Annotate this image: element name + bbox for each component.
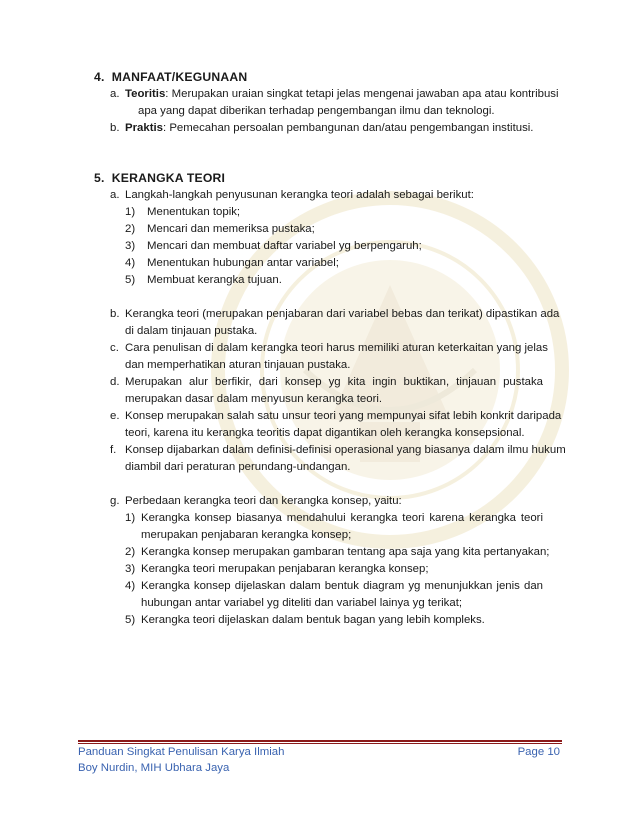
footer-rule xyxy=(78,740,562,742)
step-2-text: Mencari dan memeriksa pustaka; xyxy=(147,223,315,235)
g-sub-2-text: Kerangka konsep merupakan gambaran tentang apa saja yang kita pertanyakan; xyxy=(141,546,550,558)
s5-item-g-text: Perbedaan kerangka teori dan kerangka konsep, yaitu: xyxy=(125,495,402,507)
s4-item-a-line1 xyxy=(125,86,559,103)
s5-item-b-line1: Kerangka teori (merupakan penjabaran dari variabel bebas dan terikat) dipastikan ada xyxy=(125,308,560,320)
s4-item-b-text: : Pemecahan persoalan pembangunan dan/atau pengembangan institusi. xyxy=(163,122,534,134)
s5-item-d-line2: merupakan dasar dalam menyusun kerangka teori. xyxy=(125,393,383,405)
g-sub-4-line1: Kerangka konsep dijelaskan dalam bentuk diagram yg menunjukkan jenis dan xyxy=(141,580,543,592)
footer-page-number: Page 10 xyxy=(517,746,560,758)
step-4-text: Menentukan hubungan antar variabel; xyxy=(147,257,339,269)
s4-item-b-line xyxy=(125,120,533,137)
s5-item-e-marker: e. xyxy=(110,410,120,422)
step-3-text: Mencari dan membuat daftar variabel yg berpengaruh; xyxy=(147,240,422,252)
s5-item-e-line2: teori, karena itu kerangka teoritis dapat digantikan oleh kerangka konsepsional. xyxy=(125,427,525,439)
s5-item-a-text: Langkah-langkah penyusunan kerangka teori adalah sebagai berikut: xyxy=(125,189,474,201)
s5-item-b-line2: di dalam tinjauan pustaka. xyxy=(125,325,258,337)
s5-item-c-marker: c. xyxy=(110,342,119,354)
s5-item-g-marker: g. xyxy=(110,495,120,507)
step-4-number: 4) xyxy=(125,257,136,269)
g-sub-1-line1: Kerangka konsep biasanya mendahului kerangka teori karena kerangka teori xyxy=(141,512,543,524)
g-sub-3-number: 3) xyxy=(125,563,136,575)
s4-item-a-line2: apa yang dapat diberikan terhadap pengembangan ilmu dan teknologi. xyxy=(138,105,495,117)
step-2-number: 2) xyxy=(125,223,136,235)
s5-item-b-marker: b. xyxy=(110,308,120,320)
g-sub-1-number: 1) xyxy=(125,512,136,524)
footer-document-title: Panduan Singkat Penulisan Karya Ilmiah xyxy=(78,746,285,758)
s5-item-e-line1: Konsep merupakan salah satu unsur teori yang mempunyai sifat lebih konkrit daripada xyxy=(125,410,562,422)
g-sub-4-number: 4) xyxy=(125,580,136,592)
g-sub-4-line2: hubungan antar variabel yg diteliti dan variabel lainya yg terikat; xyxy=(141,597,463,609)
s4-item-a-marker: a. xyxy=(110,88,120,100)
s5-item-a-marker: a. xyxy=(110,189,120,201)
s5-item-c-line2: dan memperhatikan aturan tinjauan pustaka. xyxy=(125,359,351,371)
s5-item-f-marker: f. xyxy=(110,444,117,456)
section-5-title: 5. KERANGKA TEORI xyxy=(94,171,226,185)
s4-item-b-marker: b. xyxy=(110,122,120,134)
step-5-text: Membuat kerangka tujuan. xyxy=(147,274,282,286)
step-1-number: 1) xyxy=(125,206,136,218)
g-sub-1-line2: merupakan penjabaran kerangka konsep; xyxy=(141,529,352,541)
g-sub-5-text: Kerangka teori dijelaskan dalam bentuk bagan yang lebih kompleks. xyxy=(141,614,485,626)
g-sub-3-text: Kerangka teori merupakan penjabaran kerangka konsep; xyxy=(141,563,429,575)
section-4-title: 4. MANFAAT/KEGUNAAN xyxy=(94,70,248,84)
s5-item-d-line1: Merupakan alur berfikir, dari konsep yg kita ingin buktikan, tinjauan pustaka xyxy=(125,376,543,388)
s4-item-b-term: Praktis xyxy=(125,122,163,134)
s4-item-a-term: Teoritis xyxy=(125,88,166,100)
g-sub-2-number: 2) xyxy=(125,546,136,558)
footer-author: Boy Nurdin, MIH Ubhara Jaya xyxy=(78,762,230,774)
s4-item-a-text: : Merupakan uraian singkat tetapi jelas mengenai jawaban apa atau kontribusi xyxy=(165,88,559,100)
g-sub-5-number: 5) xyxy=(125,614,136,626)
s5-item-f-line1: Konsep dijabarkan dalam definisi-definisi operasional yang biasanya dalam ilmu hukum xyxy=(125,444,566,456)
s5-item-d-marker: d. xyxy=(110,376,120,388)
step-1-text: Menentukan topik; xyxy=(147,206,241,218)
step-3-number: 3) xyxy=(125,240,136,252)
step-5-number: 5) xyxy=(125,274,136,286)
footer-rule-thin xyxy=(78,743,562,744)
s5-item-f-line2: diambil dari peraturan perundang-undangan. xyxy=(125,461,351,473)
s5-item-c-line1: Cara penulisan di dalam kerangka teori harus memiliki aturan keterkaitan yang jelas xyxy=(125,342,548,354)
